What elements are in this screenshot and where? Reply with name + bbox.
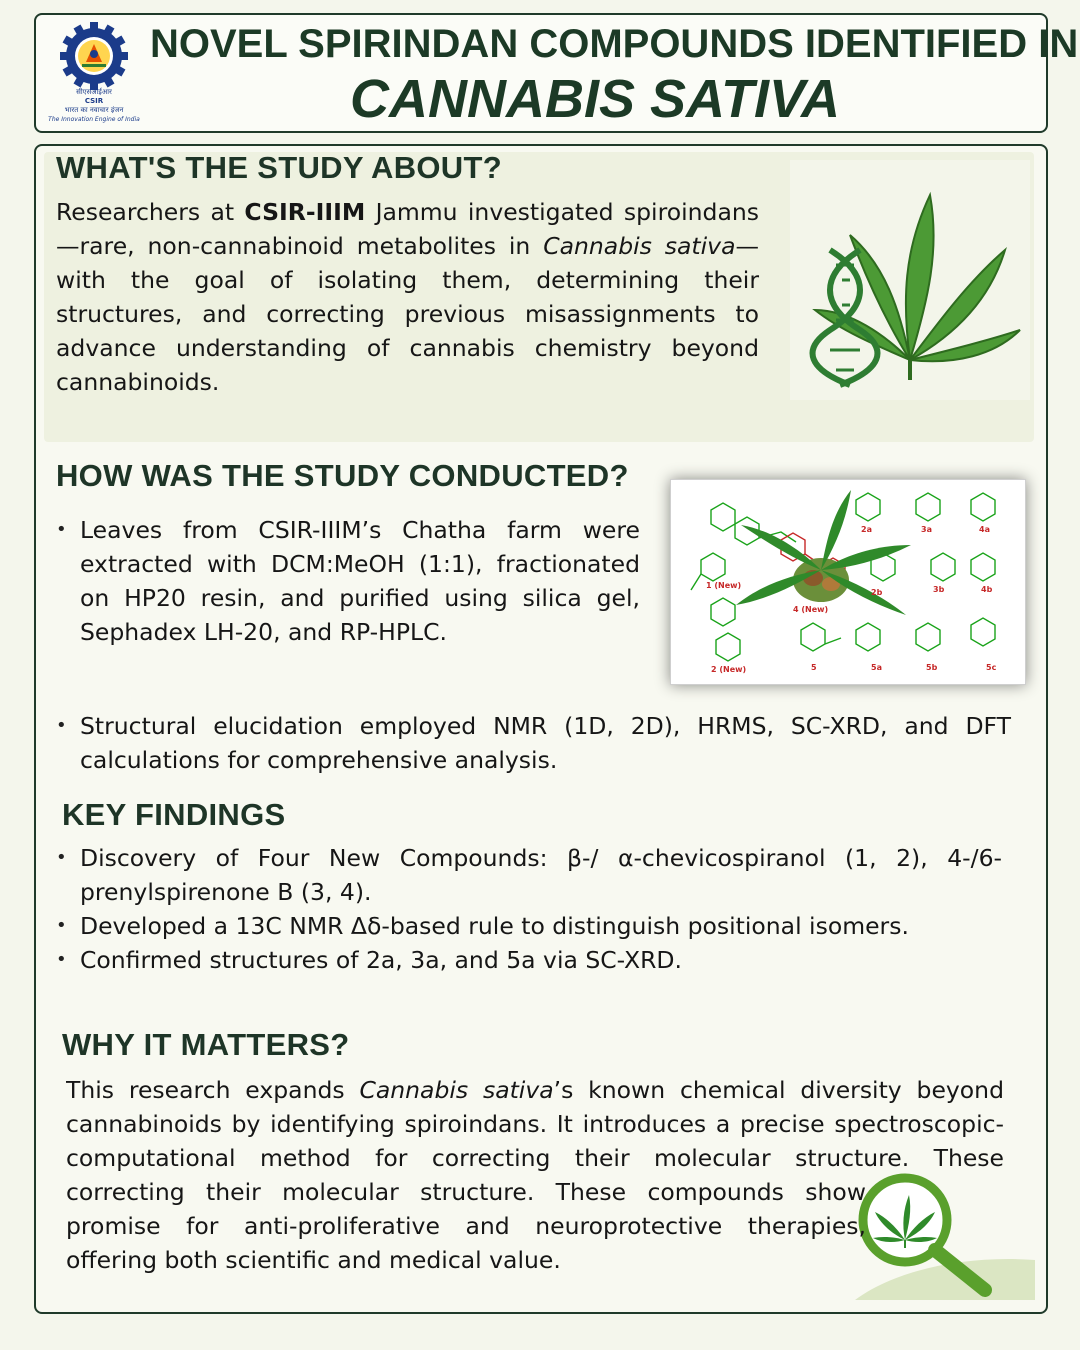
chemical-structures-drawing <box>671 480 1025 684</box>
methods-list <box>56 513 640 649</box>
compound-label: 4b <box>981 585 993 594</box>
logo-caption-english: The Innovation Engine of India <box>48 116 140 123</box>
findings-list <box>56 841 1002 977</box>
matters-text-after: ’s known chemical diversity beyond cannabinoids by identifying spiroindans. It introduces a precise spectroscopic-computational method for correcting their molecular structure. These <box>66 1076 1004 1172</box>
about-text-mid: Jammu investigated spiroindans—rare, non-cannabinoid metabolites in <box>56 198 759 260</box>
compound-label: 2 (New) <box>711 665 747 674</box>
cannabis-leaf-dna-icon <box>790 160 1030 400</box>
compound-label: 5a <box>871 663 882 672</box>
page-title-line1: NOVEL SPIRINDAN COMPOUNDS IDENTIFIED IN <box>150 22 1079 66</box>
methods-list-2 <box>56 709 1011 777</box>
list-item: • Developed a 13C NMR Δδ-based rule to distinguish positional isomers. <box>56 909 1002 943</box>
matters-heading: WHY IT MATTERS? <box>62 1027 350 1062</box>
list-item: • Structural elucidation employed NMR (1D, 2D), HRMS, SC-XRD, and DFT calculations for comprehensive analysis. <box>56 709 1011 777</box>
compound-label: 4a <box>979 525 990 534</box>
compound-label: 3b <box>933 585 945 594</box>
compound-label: 5b <box>926 663 938 672</box>
matters-text-before: This research expands <box>66 1076 360 1104</box>
about-text-before: Researchers at <box>56 198 245 226</box>
about-paragraph <box>56 195 759 399</box>
about-text-after: —with the goal of isolating them, determining their structures, and correcting previous misassignments to advance understanding of cannabis chemistry beyond cannabinoids. <box>56 232 759 396</box>
logo-caption <box>44 88 144 124</box>
compound-label: 1 (New) <box>706 581 742 590</box>
matters-line4: correcting their molecular structure. These compounds show promise for anti-proliferative and neuroprotective therapies, offering both scientific and medical value. <box>66 1178 866 1274</box>
logo-caption-hindi-tagline: भारत का नवाचार इंजन <box>64 106 124 114</box>
compound-label: 3a <box>921 525 932 534</box>
chemical-structures-figure <box>670 479 1026 685</box>
findings-heading: KEY FINDINGS <box>62 797 286 832</box>
species-name: Cannabis sativa <box>543 232 736 260</box>
compound-label: 2a <box>861 525 872 534</box>
about-heading: WHAT'S THE STUDY ABOUT? <box>56 150 502 185</box>
page-title-line2: CANNABIS SATIVA <box>349 69 840 129</box>
compound-label: 5 <box>811 663 817 672</box>
matters-paragraph-wrap <box>66 1175 866 1277</box>
compound-label: 4 (New) <box>793 605 829 614</box>
methods-heading: HOW WAS THE STUDY CONDUCTED? <box>56 458 629 493</box>
logo-caption-hindi: सीएसआईआर <box>76 88 112 96</box>
institute-name: CSIR-IIIM <box>244 198 366 226</box>
species-name: Cannabis sativa <box>359 1076 554 1104</box>
logo-caption-abbr: CSIR <box>84 97 104 105</box>
list-item: • Confirmed structures of 2a, 3a, and 5a via SC-XRD. <box>56 943 1002 977</box>
compound-label: 2b <box>871 588 883 597</box>
list-item: • Discovery of Four New Compounds: β-/ α-chevicospiranol (1, 2), 4-/6-prenylspirenone B (3, 4). <box>56 841 1002 909</box>
matters-paragraph-top <box>66 1073 1004 1175</box>
compound-label: 5c <box>986 663 997 672</box>
list-item: • Leaves from CSIR-IIIM’s Chatha farm were extracted with DCM:MeOH (1:1), fractionated on HP20 resin, and purified using silica gel, Sephadex LH-20, and RP-HPLC. <box>56 513 640 649</box>
